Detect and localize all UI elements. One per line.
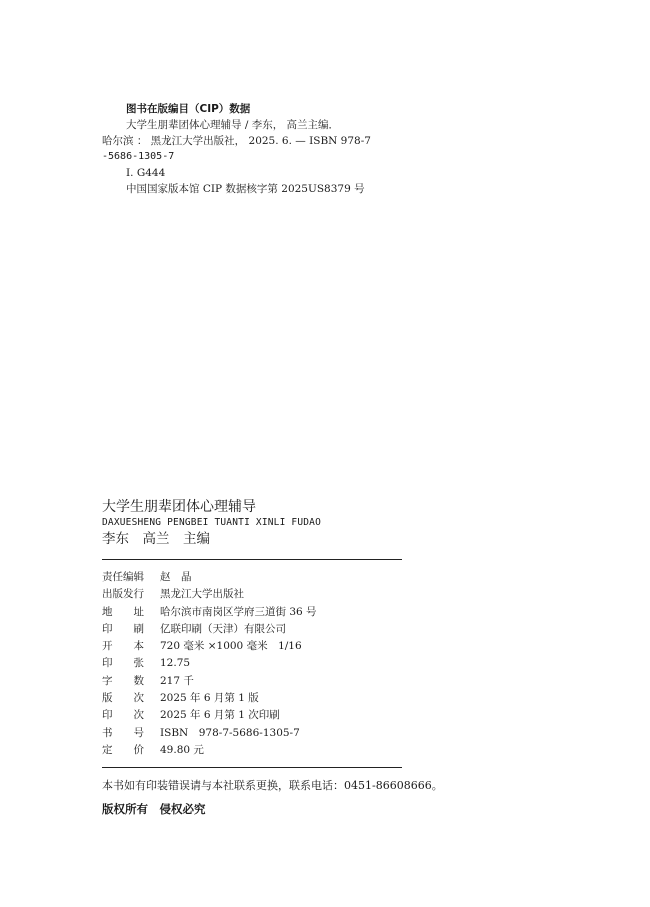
- cip-title-line: 大学生朋辈团体心理辅导 / 李东， 高兰主编．: [126, 119, 340, 131]
- info-label: 印 刷: [102, 622, 144, 635]
- info-label: 书 号: [102, 726, 144, 739]
- info-row: [102, 638, 402, 655]
- info-label: 印 张: [102, 657, 144, 670]
- info-label: 出版发行: [102, 588, 144, 601]
- info-label: 责任编辑: [102, 571, 144, 583]
- info-label: 定 价: [102, 743, 144, 756]
- book-title-pinyin: DAXUESHENG PENGBEI TUANTI XINLI FUDAO: [102, 517, 322, 528]
- info-value: 720 毫米 ×1000 毫米 1/16: [160, 640, 302, 653]
- info-value: 12.75: [160, 657, 191, 670]
- cip-data-block: [102, 101, 402, 197]
- book-title: 大学生朋辈团体心理辅导: [102, 499, 256, 515]
- info-value: ISBN 978-7-5686-1305-7: [160, 726, 300, 739]
- printing-error-notice: 本书如有印装错误请与本社联系更换，联系电话：0451-86608666。: [102, 779, 443, 792]
- info-value: 2025 年 6 月第 1 版: [160, 692, 259, 705]
- publication-info-table: [102, 569, 402, 759]
- info-row: [102, 742, 402, 759]
- info-row: [102, 569, 402, 586]
- info-label: 地 址: [102, 605, 144, 618]
- info-label: 版 次: [102, 692, 144, 705]
- info-value: 217 千: [160, 674, 194, 687]
- info-row: [102, 621, 402, 638]
- info-row: [102, 707, 402, 724]
- copyright-notice: 版权所有 侵权必究: [102, 802, 206, 816]
- info-row: [102, 673, 402, 690]
- cip-verification-number: 中国国家版本馆 CIP 数据核字第 2025US8379 号: [126, 183, 365, 195]
- divider-bottom: [102, 767, 402, 768]
- info-row: [102, 586, 402, 603]
- divider-top: [102, 559, 402, 560]
- info-value: 49.80 元: [160, 743, 204, 756]
- info-row: [102, 690, 402, 707]
- cip-classification: Ⅰ. G444: [126, 167, 166, 179]
- info-label: 印 次: [102, 709, 144, 722]
- cip-publisher-line: 哈尔滨 ： 黑龙江大学出版社， 2025. 6. — ISBN 978-7: [102, 135, 371, 147]
- cip-heading: 图书在版编目（CIP）数据: [126, 103, 251, 115]
- cip-isbn-continuation: -5686-1305-7: [102, 151, 175, 162]
- info-label: 字 数: [102, 674, 144, 687]
- info-value: 亿联印刷（天津）有限公司: [160, 622, 286, 635]
- book-authors: 李东 高兰 主编: [102, 531, 210, 547]
- info-row: [102, 655, 402, 672]
- info-value: 黑龙江大学出版社: [160, 588, 244, 601]
- book-title-block: [102, 498, 402, 548]
- info-value: 2025 年 6 月第 1 次印刷: [160, 709, 280, 722]
- info-value: 哈尔滨市南岗区学府三道街 36 号: [160, 605, 317, 618]
- info-label: 开 本: [102, 640, 144, 653]
- info-value: 赵 晶: [160, 571, 192, 583]
- info-row: [102, 604, 402, 621]
- info-row: [102, 725, 402, 742]
